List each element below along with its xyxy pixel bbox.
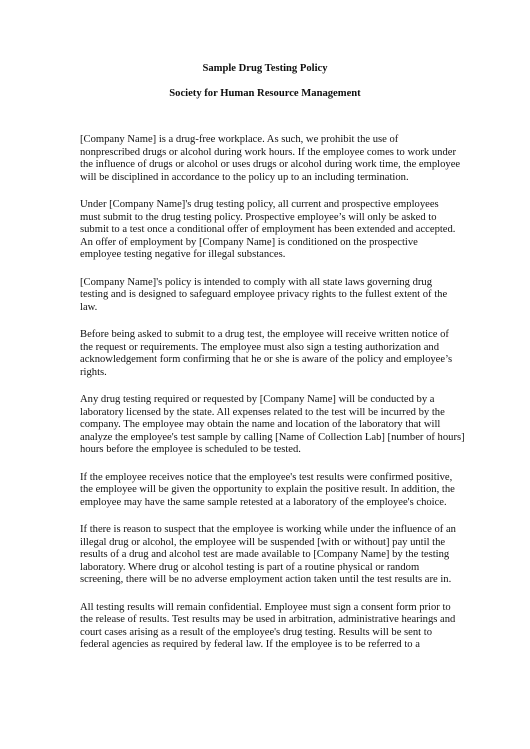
paragraph-line: screening, there will be no adverse employment action taken until the test results are in.: [80, 574, 452, 585]
paragraph-line: employee testing negative for illegal substances.: [80, 249, 286, 260]
document-subtitle: Society for Human Resource Management: [169, 88, 361, 99]
paragraph-line: federal agencies as required by federal law. If the employee is to be referred to a: [80, 639, 420, 650]
paragraph-line: court cases arising as a result of the employee's drug testing. Results will be sent to: [80, 626, 433, 638]
paragraph-2: [80, 199, 460, 262]
paragraph-line: law.: [80, 301, 98, 313]
paragraph-line: Any drug testing required or requested by [Company Name] will be conducted by a: [80, 394, 435, 405]
paragraph-line: [Company Name]'s policy is intended to comply with all state laws governing drug: [80, 276, 433, 288]
paragraph-7: [80, 524, 460, 587]
document-body: [80, 134, 465, 667]
paragraph-line: rights.: [80, 366, 107, 378]
paragraph-line: analyze the employee's test sample by calling [Name of Collection Lab] [number of hours]: [80, 431, 465, 443]
paragraph-line: the employee will be given the opportunity to explain the positive result. In addition, the: [80, 484, 455, 495]
paragraph-line: If there is reason to suspect that the employee is working while under the influence of an: [80, 524, 456, 535]
paragraph-4: [80, 329, 460, 379]
document-title: Sample Drug Testing Policy: [202, 63, 328, 74]
paragraph-3: [80, 277, 460, 315]
paragraph-8: [80, 602, 460, 652]
paragraph-line: illegal drug or alcohol, the employee will be suspended [with or without] pay until the: [80, 536, 446, 548]
paragraph-line: An offer of employment by [Company Name] is conditioned on the prospective: [80, 236, 418, 248]
paragraph-line: results of a drug and alcohol test are made available to [Company Name] by the testing: [80, 549, 450, 560]
paragraph-line: must submit to the drug testing policy. Prospective employee’s will only be asked to: [80, 211, 437, 223]
paragraph-line: hours before the employee is scheduled to be tested.: [80, 444, 301, 455]
paragraph-line: company. The employee may obtain the name and location of the laboratory that will: [80, 419, 441, 430]
paragraph-line: nonprescribed drugs or alcohol during work hours. If the employee comes to work under: [80, 146, 456, 158]
paragraph-line: laboratory. Where drug or alcohol testing is part of a routine physical or random: [80, 561, 420, 573]
paragraph-line: All testing results will remain confidential. Employee must sign a consent form prior to: [80, 601, 451, 613]
paragraph-line: employee may have the same sample retested at a laboratory of the employee's choice.: [80, 496, 447, 508]
paragraph-line: submit to a test once a conditional offer of employment has been extended and accepted.: [80, 224, 456, 235]
paragraph-line: the request or requirements. The employee must also sign a testing authorization and: [80, 341, 440, 353]
paragraph-6: [80, 472, 460, 510]
paragraph-line: acknowledgement form confirming that he or she is aware of the policy and employee’s: [80, 354, 453, 365]
paragraph-5: [80, 394, 465, 457]
paragraph-line: laboratory licensed by the state. All expenses related to the test will be incurred by the: [80, 406, 445, 418]
paragraph-line: the influence of drugs or alcohol or uses drugs or alcohol during work time, the employee: [80, 159, 461, 170]
paragraph-line: will be disciplined in accordance to the policy up to an including termination.: [80, 171, 409, 183]
paragraph-line: [Company Name] is a drug-free workplace. As such, we prohibit the use of: [80, 134, 399, 145]
paragraph-line: If the employee receives notice that the employee's test results were confirmed positive,: [80, 471, 453, 483]
paragraph-line: Under [Company Name]'s drug testing policy, all current and prospective employees: [80, 199, 439, 210]
paragraph-line: testing and is designed to safeguard employee privacy rights to the fullest extent of the: [80, 289, 448, 300]
paragraph-line: Before being asked to submit to a drug test, the employee will receive written notice of: [80, 329, 449, 340]
paragraph-1: [80, 134, 460, 184]
paragraph-line: the release of results. Test results may be used in arbitration, administrative hearings and: [80, 614, 456, 625]
